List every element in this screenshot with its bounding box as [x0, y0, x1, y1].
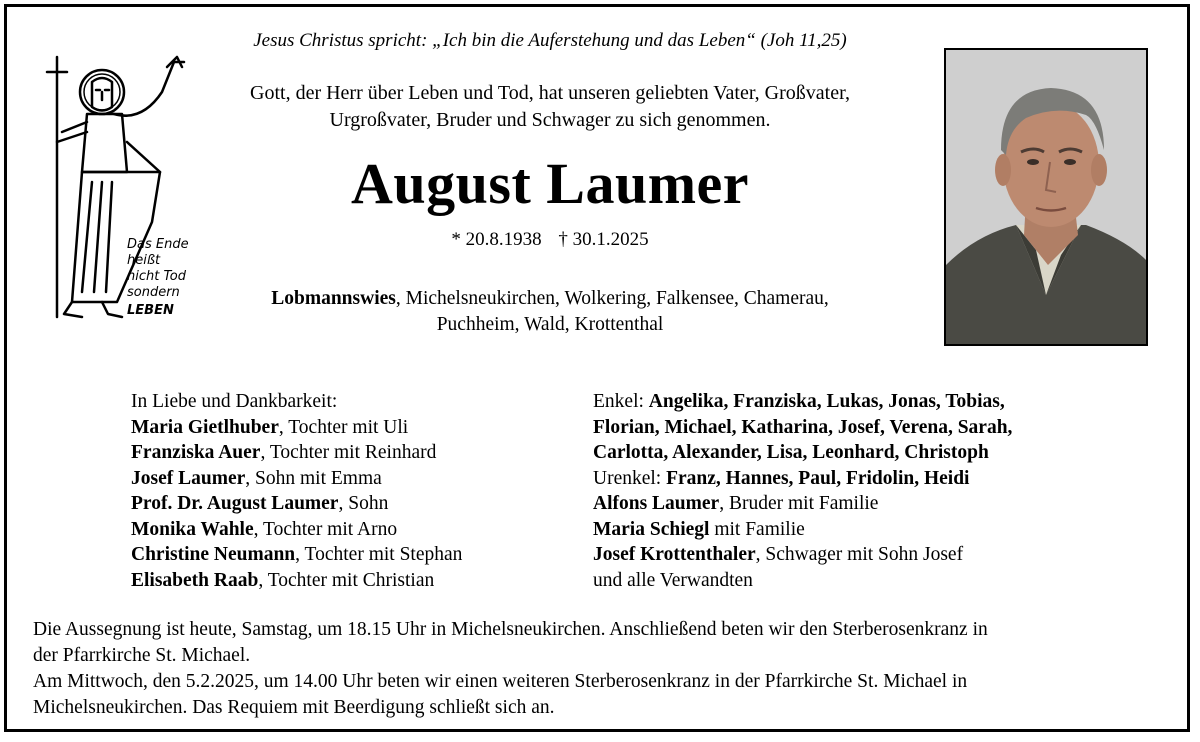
list-item: [593, 517, 1113, 543]
entry-name: Alfons Laumer: [593, 493, 720, 514]
list-item: [131, 491, 571, 517]
entry-relation: , Bruder mit Familie: [719, 493, 879, 514]
places-line-1: [150, 286, 950, 312]
great-grandchildren-label: Urenkel:: [593, 467, 667, 489]
intro-text: [150, 80, 950, 134]
places-list: [150, 286, 950, 338]
family-left-column: [131, 389, 571, 593]
list-item: [131, 466, 571, 492]
birth-date: * 20.8.1938: [451, 229, 542, 250]
service-info: [33, 617, 1173, 721]
logo-text-line3: nicht Tod: [127, 269, 187, 284]
bible-quote: Jesus Christus spricht: „Ich bin die Auferstehung und das Leben“ (Joh 11,25): [253, 30, 847, 51]
entry-name: Franziska Auer: [131, 442, 261, 463]
life-dates: [150, 229, 950, 251]
list-item: [593, 491, 1113, 517]
service-line-4: Michelsneukirchen. Das Requiem mit Beerdigung schließt sich an.: [33, 697, 555, 718]
grandchildren-names: Angelika, Franziska, Lukas, Jonas, Tobias,: [648, 391, 1005, 412]
places-line-2: Puchheim, Wald, Krottenthal: [436, 314, 664, 335]
list-item: [131, 568, 571, 594]
entry-relation: mit Familie: [709, 518, 805, 540]
entry-relation: , Tochter mit Reinhard: [260, 442, 437, 463]
list-item: [593, 542, 1113, 568]
entry-name: Elisabeth Raab: [131, 569, 259, 591]
list-item: [131, 415, 571, 441]
entry-relation: , Tochter mit Stephan: [295, 544, 463, 565]
grandchildren-line-3: [593, 440, 1113, 466]
portrait-photo: [944, 48, 1148, 346]
entry-relation: , Tochter mit Christian: [258, 569, 435, 591]
places-rest: , Michelsneukirchen, Wolkering, Falkensee, Chamerau,: [395, 288, 829, 309]
grandchildren-line-1: [593, 389, 1113, 415]
entry-relation: , Schwager mit Sohn Josef: [755, 544, 964, 565]
entry-relation: , Tochter mit Arno: [253, 518, 398, 540]
grandchildren-label: Enkel:: [593, 391, 649, 412]
list-item: [131, 542, 571, 568]
entry-name: Josef Laumer: [131, 467, 246, 489]
logo-text-line4: sondern: [127, 285, 180, 300]
grandchildren-names: Florian, Michael, Katharina, Josef, Verena, Sarah,: [593, 416, 1013, 438]
family-right-column: [593, 389, 1113, 593]
service-line-3: Am Mittwoch, den 5.2.2025, um 14.00 Uhr beten wir einen weiteren Sterberosenkranz in der Pfarrkirche St. Michael in: [33, 671, 968, 692]
entry-relation: , Tochter mit Uli: [278, 416, 409, 438]
grandchildren-line-2: [593, 415, 1113, 441]
entry-name: Christine Neumann: [131, 544, 296, 565]
entry-name: Maria Gietlhuber: [131, 416, 279, 438]
thanks-heading: In Liebe und Dankbarkeit:: [131, 391, 338, 412]
great-grandchildren-line: [593, 466, 1113, 492]
entry-name: Maria Schiegl: [593, 518, 710, 540]
intro-line-1: Gott, der Herr über Leben und Tod, hat unseren geliebten Vater, Großvater,: [250, 82, 850, 104]
closing-line: und alle Verwandten: [593, 569, 753, 591]
list-item: [131, 440, 571, 466]
intro-line-2: Urgroßvater, Bruder und Schwager zu sich genommen.: [329, 109, 771, 131]
deceased-name: August Laumer: [350, 151, 750, 216]
entry-name: Josef Krottenthaler: [593, 544, 756, 565]
grandchildren-names: Carlotta, Alexander, Lisa, Leonhard, Christoph: [593, 442, 989, 463]
portrait-photo-image: [946, 50, 1146, 344]
death-date: † 30.1.2025: [558, 229, 649, 250]
service-line-1: Die Aussegnung ist heute, Samstag, um 18.15 Uhr in Michelsneukirchen. Anschließend beten wir den Sterberosenkranz in: [33, 619, 988, 640]
list-item: [131, 517, 571, 543]
home-village: Lobmannswies: [271, 288, 396, 309]
service-line-2: der Pfarrkirche St. Michael.: [33, 645, 251, 666]
entry-name: Monika Wahle: [131, 518, 254, 540]
logo-text-line5: LEBEN: [127, 303, 174, 318]
great-grandchildren-names: Franz, Hannes, Paul, Fridolin, Heidi: [666, 467, 970, 489]
logo-text-line2: heißt: [127, 253, 161, 268]
logo-text-line1: Das Ende: [127, 237, 189, 252]
entry-name: Prof. Dr. August Laumer: [131, 493, 339, 514]
entry-relation: , Sohn: [338, 493, 389, 514]
entry-relation: , Sohn mit Emma: [245, 467, 382, 489]
